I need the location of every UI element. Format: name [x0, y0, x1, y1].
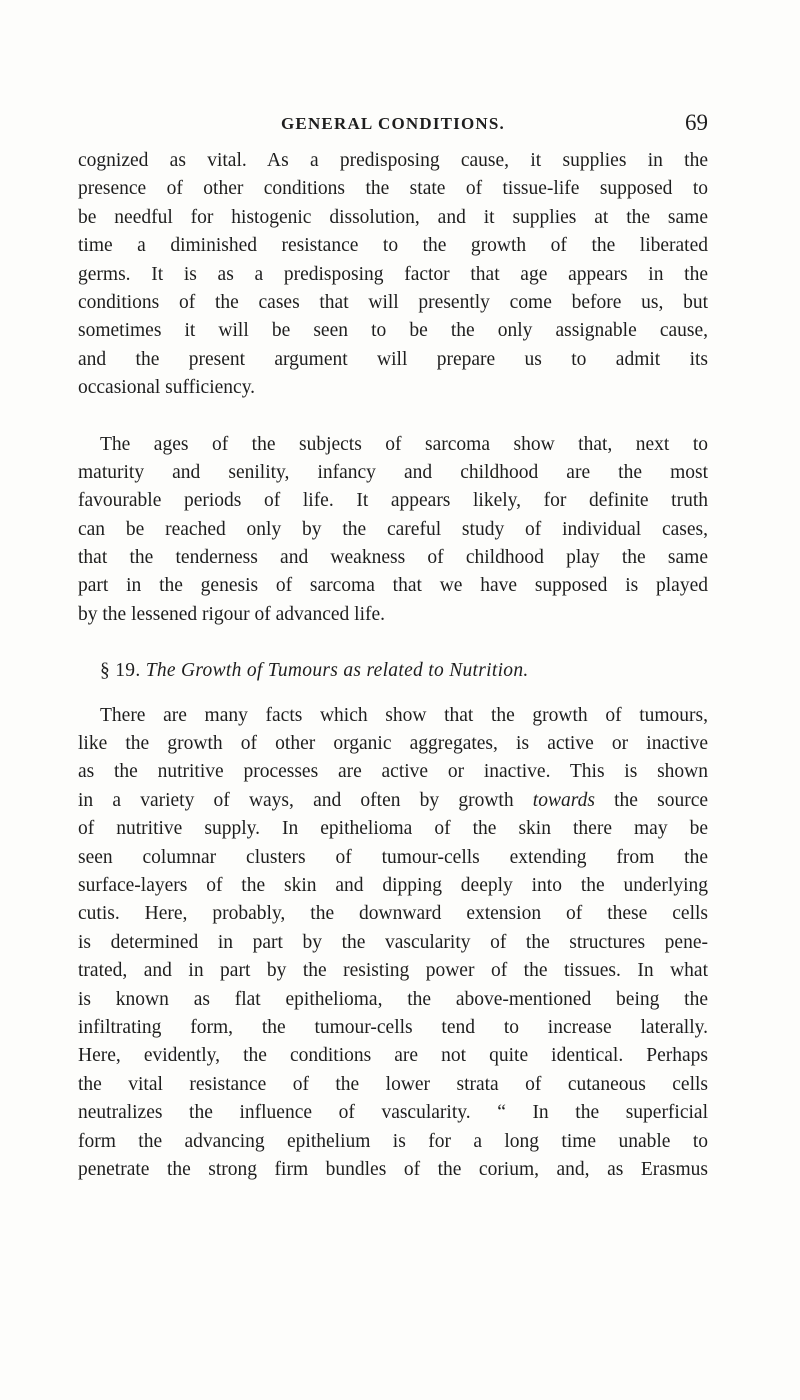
text-line: presence of other conditions the state of tissue-life supposed to: [78, 178, 708, 200]
text-line: sometimes it will be seen to be the only assignable cause,: [78, 320, 708, 342]
text-line: germs. It is as a predisposing factor that age appears in the: [78, 263, 708, 285]
paragraph-1: [78, 147, 708, 403]
paragraph-gap: [78, 686, 708, 702]
body-text: [78, 147, 708, 1184]
text-line: infiltrating form, the tumour-cells tend to increase laterally.: [78, 1016, 708, 1038]
text-line: trated, and in part by the resisting power of the tissues. In what: [78, 960, 708, 982]
text-line: The ages of the subjects of sarcoma show that, next to: [100, 433, 708, 455]
text-line: of nutritive supply. In epithelioma of the skin there may be: [78, 818, 708, 840]
emphasized-word: towards: [532, 789, 595, 811]
text-line: is known as flat epithelioma, the above-mentioned being the: [78, 988, 708, 1010]
text-line: neutralizes the influence of vascularity. “ In the superficial: [78, 1102, 708, 1124]
running-title: GENERAL CONDITIONS.: [280, 114, 505, 133]
text-line: favourable periods of life. It appears likely, for definite truth: [78, 490, 708, 512]
text-line: cognized as vital. As a predisposing cause, it supplies in the: [78, 150, 708, 171]
text-line: is determined in part by the vascularity of the structures pene-: [78, 931, 708, 953]
text-segment: in a variety of ways, and often by growth: [78, 789, 514, 811]
text-line-with-emphasis: [78, 787, 708, 815]
section-title: The Growth of Tumours as related to Nutrition.: [145, 660, 529, 682]
running-head: [78, 110, 708, 144]
text-line: seen columnar clusters of tumour-cells extending from the: [78, 846, 708, 868]
text-line: time a diminished resistance to the growth of the liberated: [78, 235, 708, 257]
text-segment: the source: [614, 789, 709, 811]
text-line: as the nutritive processes are active or inactive. This is shown: [78, 761, 708, 783]
text-line: by the lessened rigour of advanced life.: [78, 603, 386, 625]
section-heading: [78, 657, 708, 685]
text-line: penetrate the strong firm bundles of the corium, and, as Erasmus: [78, 1158, 708, 1180]
text-line: part in the genesis of sarcoma that we have supposed is played: [78, 575, 708, 597]
text-line: that the tenderness and weakness of childhood play the same: [78, 547, 708, 569]
text-line: occasional sufficiency.: [78, 377, 256, 399]
text-line: surface-layers of the skin and dipping deeply into the underlying: [78, 874, 708, 896]
section-number: § 19.: [100, 660, 141, 682]
text-line: cutis. Here, probably, the downward extension of these cells: [78, 903, 708, 925]
text-line: like the growth of other organic aggregates, is active or inactive: [78, 733, 708, 755]
text-line: maturity and senility, infancy and childhood are the most: [78, 461, 708, 483]
text-line: conditions of the cases that will presently come before us, but: [78, 291, 708, 313]
page-number: 69: [685, 110, 708, 135]
text-line: Here, evidently, the conditions are not quite identical. Perhaps: [78, 1045, 708, 1067]
text-line: There are many facts which show that the growth of tumours,: [100, 704, 708, 726]
paragraph-gap: [78, 629, 708, 657]
text-line: and the present argument will prepare us to admit its: [78, 348, 708, 370]
text-line: the vital resistance of the lower strata of cutaneous cells: [78, 1073, 708, 1095]
text-line: form the advancing epithelium is for a long time unable to: [78, 1130, 708, 1152]
text-line: be needful for histogenic dissolution, and it supplies at the same: [78, 206, 708, 228]
text-line: can be reached only by the careful study of individual cases,: [78, 518, 708, 540]
paragraph-2: [78, 431, 708, 630]
paragraph-3: [78, 702, 708, 1185]
paragraph-gap: [78, 403, 708, 431]
